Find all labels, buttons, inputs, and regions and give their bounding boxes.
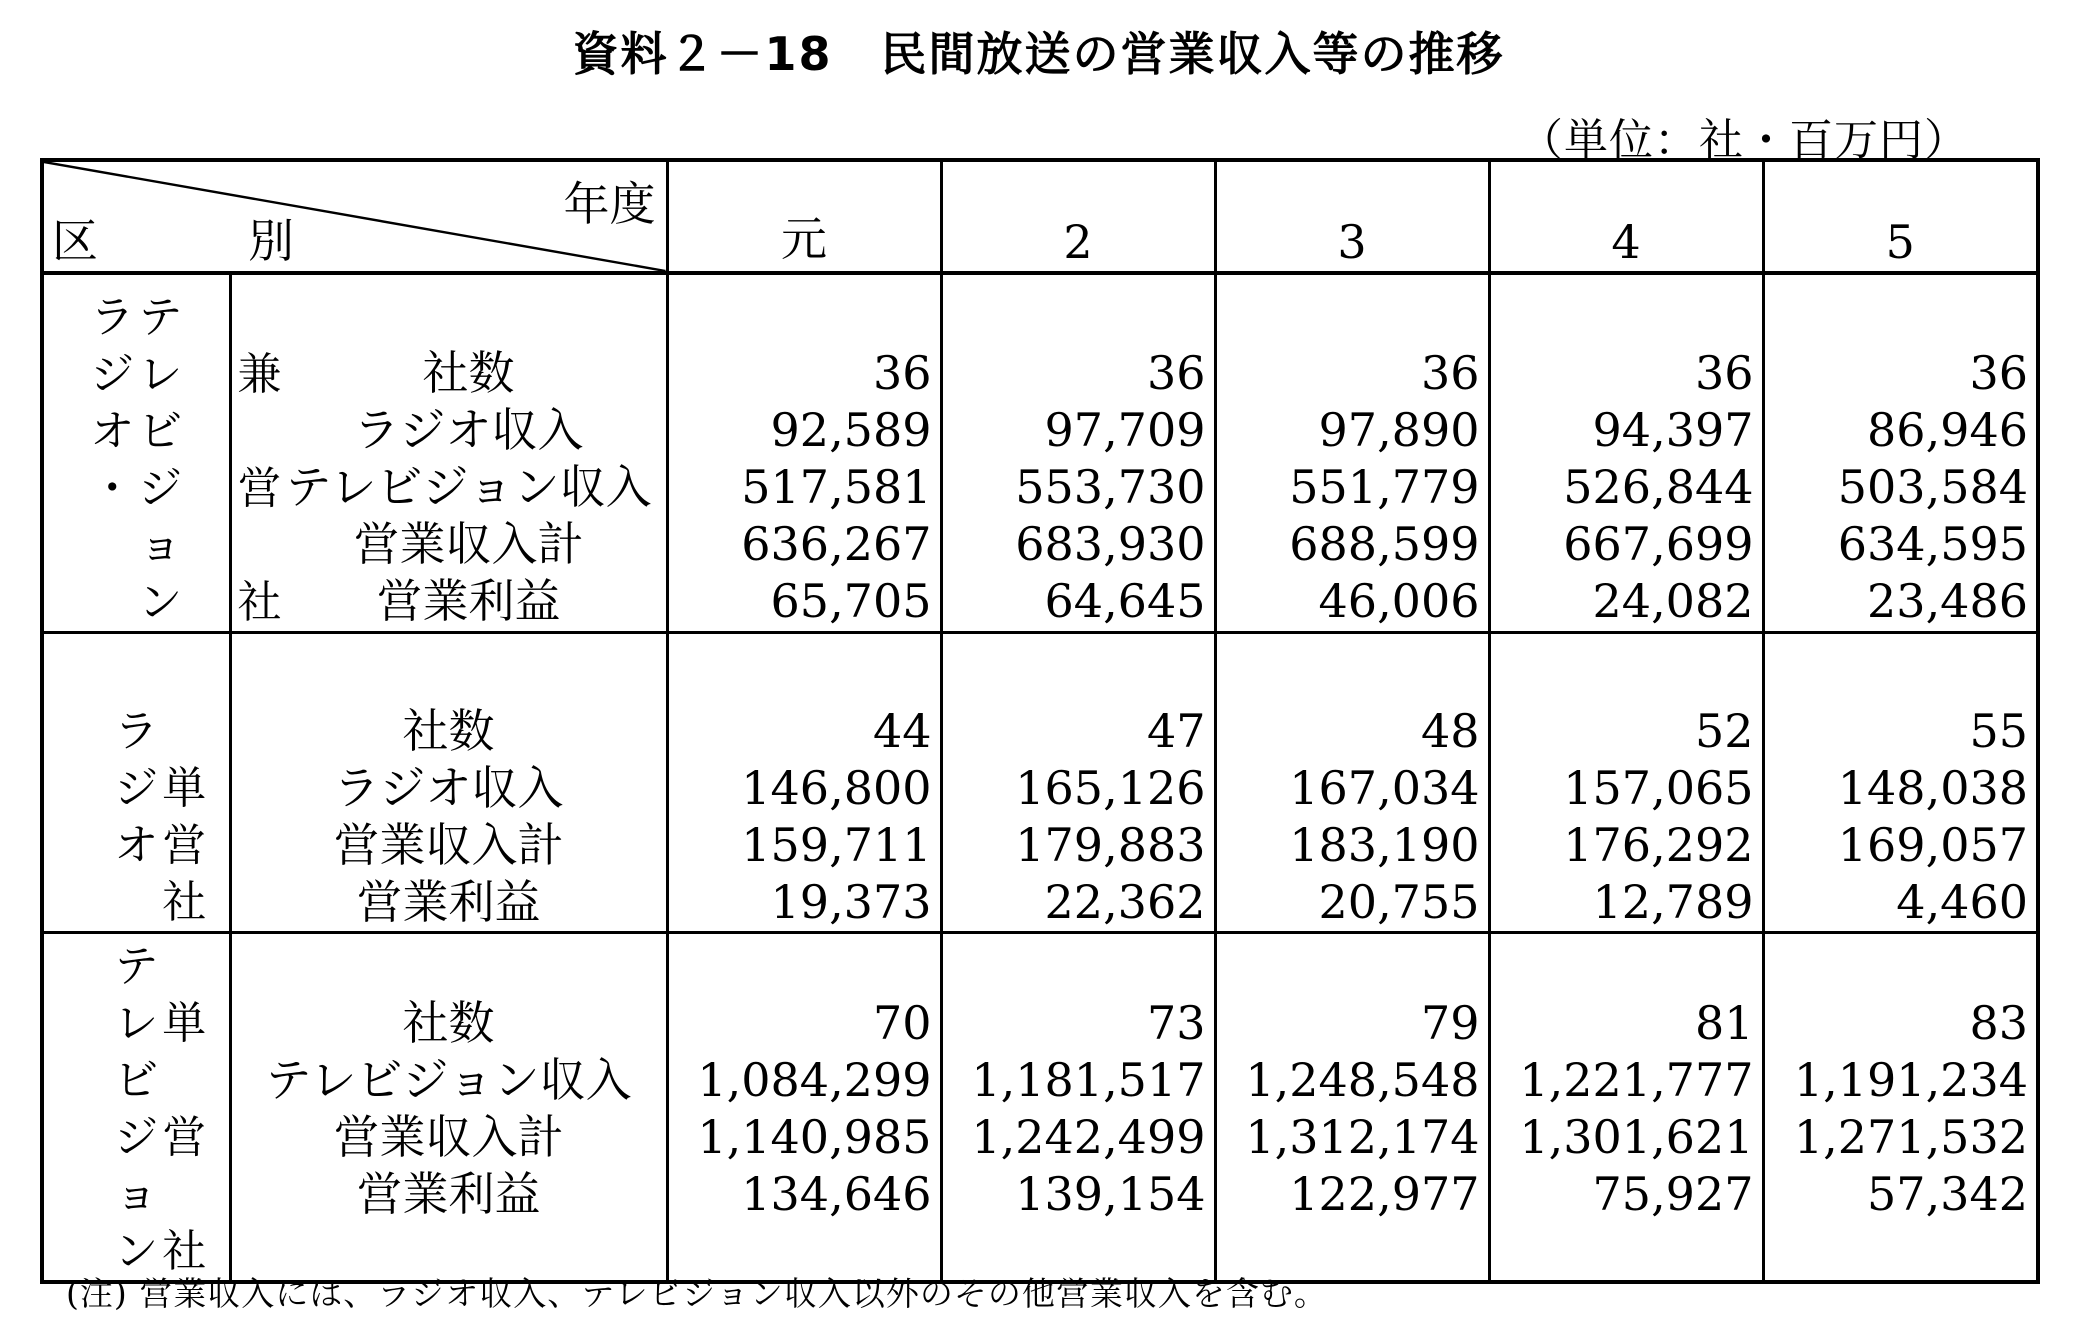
group-label-char: ラ — [90, 292, 135, 343]
table-value: 64,645 — [1044, 574, 1206, 628]
item-cell — [230, 633, 667, 933]
group-label-char: ・ — [90, 463, 135, 514]
table-value: 73 — [1146, 996, 1206, 1050]
group-radio-only — [42, 633, 2038, 933]
value-cell — [1763, 933, 2038, 1283]
value-cell — [1763, 273, 2038, 633]
table-value: 636,267 — [741, 517, 932, 571]
table-value: 70 — [872, 996, 932, 1050]
table-value: 4,460 — [1896, 875, 2028, 929]
table-value: 52 — [1694, 704, 1754, 758]
year-header: 5 — [1763, 160, 2038, 273]
table-value: 1,221,777 — [1519, 1053, 1754, 1107]
group-label-char: ン — [138, 577, 183, 628]
table-value: 517,581 — [741, 460, 932, 514]
table-value: 1,312,174 — [1245, 1110, 1480, 1164]
diagonal-header-cell — [42, 160, 667, 273]
item-cell — [230, 933, 667, 1283]
row-item-label: 営業収入計 — [353, 517, 584, 571]
row-item-label: 営業利益 — [356, 875, 541, 929]
table-value: 20,755 — [1318, 875, 1480, 929]
table-value: 83 — [1969, 996, 2028, 1050]
group-label-char — [236, 517, 284, 574]
group-label-char — [160, 1166, 208, 1223]
table-value: 122,977 — [1289, 1167, 1480, 1221]
table-value: 179,883 — [1015, 818, 1206, 872]
table-value: 148,038 — [1837, 761, 2028, 815]
table-value: 165,126 — [1015, 761, 1206, 815]
table-value: 94,397 — [1592, 403, 1754, 457]
table-value: 44 — [872, 704, 932, 758]
group-label-char — [236, 403, 284, 460]
value-cell — [941, 273, 1215, 633]
value-cell — [1489, 633, 1763, 933]
table-value: 92,589 — [770, 403, 932, 457]
table-value: 1,191,234 — [1793, 1053, 2028, 1107]
table-value: 1,271,532 — [1793, 1110, 2028, 1164]
table-value: 97,709 — [1044, 403, 1206, 457]
table-value: 46,006 — [1318, 574, 1480, 628]
group-label-char: テ — [114, 941, 159, 992]
table-value: 86,946 — [1867, 403, 2028, 457]
group-label-char: レ — [138, 349, 183, 400]
year-header: 2 — [941, 160, 1215, 273]
row-item-label: 社数 — [402, 704, 495, 758]
group-label-char — [112, 874, 160, 931]
table-value: 47 — [1146, 704, 1206, 758]
value-cell — [667, 273, 941, 633]
group-label-char: ジ — [90, 349, 135, 400]
group-label-char: ビ — [114, 1055, 159, 1106]
table-value: 667,699 — [1563, 517, 1754, 571]
table-value: 36 — [1420, 346, 1480, 400]
table-value: 134,646 — [741, 1167, 932, 1221]
group-label-char: ジ — [114, 1112, 159, 1163]
table-value: 97,890 — [1318, 403, 1480, 457]
table-value: 1,242,499 — [971, 1110, 1206, 1164]
group-label-char: 単 — [162, 763, 207, 814]
value-cell — [1215, 933, 1489, 1283]
year-header: 元 — [667, 160, 941, 273]
group-label-char: 社 — [162, 1226, 207, 1277]
table-value: 1,301,621 — [1519, 1110, 1754, 1164]
value-cell — [1489, 273, 1763, 633]
table-value: 167,034 — [1289, 761, 1480, 815]
table-value: 159,711 — [741, 818, 932, 872]
table-value: 36 — [1969, 346, 2028, 400]
group-label-char — [236, 289, 284, 346]
row-item-label: テレビジョン収入 — [265, 1053, 632, 1107]
group-label-char: ジ — [114, 763, 159, 814]
table-value: 683,930 — [1015, 517, 1206, 571]
table-value: 1,084,299 — [697, 1053, 932, 1107]
group-label-char: ビ — [138, 406, 183, 457]
table-value: 55 — [1969, 704, 2028, 758]
row-item-label: 営業利益 — [376, 574, 561, 628]
group-label-char: 社 — [162, 877, 207, 928]
table-value: 553,730 — [1015, 460, 1206, 514]
value-cell — [1489, 933, 1763, 1283]
table-value: 19,373 — [770, 875, 932, 929]
group-label — [42, 273, 230, 633]
group-label-char: テ — [138, 292, 183, 343]
value-cell — [1215, 273, 1489, 633]
table-value: 688,599 — [1289, 517, 1480, 571]
table-value: 65,705 — [770, 574, 932, 628]
group-label-char: ョ — [114, 1169, 159, 1220]
value-cell — [667, 633, 941, 933]
value-cell — [941, 933, 1215, 1283]
group-label-char: 営 — [162, 1112, 207, 1163]
group-label-char: ラ — [114, 706, 159, 757]
value-cell — [667, 933, 941, 1283]
table-value: 503,584 — [1837, 460, 2028, 514]
table-value: 1,140,985 — [697, 1110, 932, 1164]
table-value: 139,154 — [1015, 1167, 1206, 1221]
table-value: 57,342 — [1867, 1167, 2028, 1221]
row-item-label: 営業収入計 — [333, 818, 564, 872]
table-value: 23,486 — [1867, 574, 2028, 628]
group-radio-tv-combined — [42, 273, 2038, 633]
group-label-char: 社 — [237, 577, 282, 628]
table-value: 169,057 — [1837, 818, 2028, 872]
value-cell — [941, 633, 1215, 933]
group-tv-only — [42, 933, 2038, 1283]
table-value: 81 — [1694, 996, 1754, 1050]
row-item-label: 社数 — [422, 346, 515, 400]
group-label-char: オ — [90, 406, 135, 457]
table-value: 1,248,548 — [1245, 1053, 1480, 1107]
group-label-char: ジ — [138, 463, 183, 514]
group-label-char: ン — [114, 1226, 159, 1277]
header-row — [42, 160, 2038, 273]
value-cell — [1763, 633, 2038, 933]
table-value: 551,779 — [1289, 460, 1480, 514]
table-value: 75,927 — [1592, 1167, 1754, 1221]
group-label-char — [160, 703, 208, 760]
table-value: 176,292 — [1563, 818, 1754, 872]
group-label-char: 営 — [162, 820, 207, 871]
group-label-char: 兼 — [237, 349, 282, 400]
table-value: 36 — [1694, 346, 1754, 400]
table-value: 36 — [872, 346, 932, 400]
footnote: (注) 営業収入には、ラジオ収入、テレビジョン収入以外のその他営業収入を含む。 — [66, 1274, 1328, 1313]
table-value: 24,082 — [1592, 574, 1754, 628]
group-label-char: 単 — [162, 998, 207, 1049]
category-axis-label: 区 別 — [52, 214, 346, 268]
year-header: 3 — [1215, 160, 1489, 273]
unit-label: （単位：社・百万円） — [1519, 115, 1969, 166]
group-label-char: 営 — [237, 463, 282, 514]
table-value: 36 — [1146, 346, 1206, 400]
group-label-char — [112, 646, 160, 703]
document-title: 資料２－18 民間放送の営業収入等の推移 — [572, 27, 1505, 81]
table-value: 22,362 — [1044, 875, 1206, 929]
table-value: 146,800 — [741, 761, 932, 815]
row-item-label: 営業収入計 — [333, 1110, 564, 1164]
row-item-label: ラジオ収入 — [353, 403, 584, 457]
group-label-char — [88, 517, 136, 574]
group-label-char — [88, 574, 136, 631]
group-label-char: オ — [114, 820, 159, 871]
row-item-label: 社数 — [402, 996, 495, 1050]
value-cell — [1215, 633, 1489, 933]
row-item-label: ラジオ収入 — [333, 761, 564, 815]
group-label-char: ョ — [138, 520, 183, 571]
table-value: 12,789 — [1592, 875, 1754, 929]
group-label-char — [160, 1052, 208, 1109]
table-value: 634,595 — [1837, 517, 2028, 571]
group-label-char — [160, 646, 208, 703]
table-value: 157,065 — [1563, 761, 1754, 815]
group-label-char: レ — [114, 998, 159, 1049]
table-value: 79 — [1420, 996, 1480, 1050]
group-label — [42, 633, 230, 933]
table-value: 1,181,517 — [971, 1053, 1206, 1107]
row-item-label: 営業利益 — [356, 1167, 541, 1221]
revenue-table — [40, 158, 2040, 1284]
table-value: 48 — [1420, 704, 1480, 758]
year-header: 4 — [1489, 160, 1763, 273]
table-value: 526,844 — [1563, 460, 1754, 514]
row-item-label: テレビジョン収入 — [285, 460, 652, 514]
group-label — [42, 933, 230, 1283]
item-cell — [230, 273, 667, 633]
year-axis-label: 年度 — [563, 177, 656, 231]
group-label-char — [160, 938, 208, 995]
table-value: 183,190 — [1289, 818, 1480, 872]
